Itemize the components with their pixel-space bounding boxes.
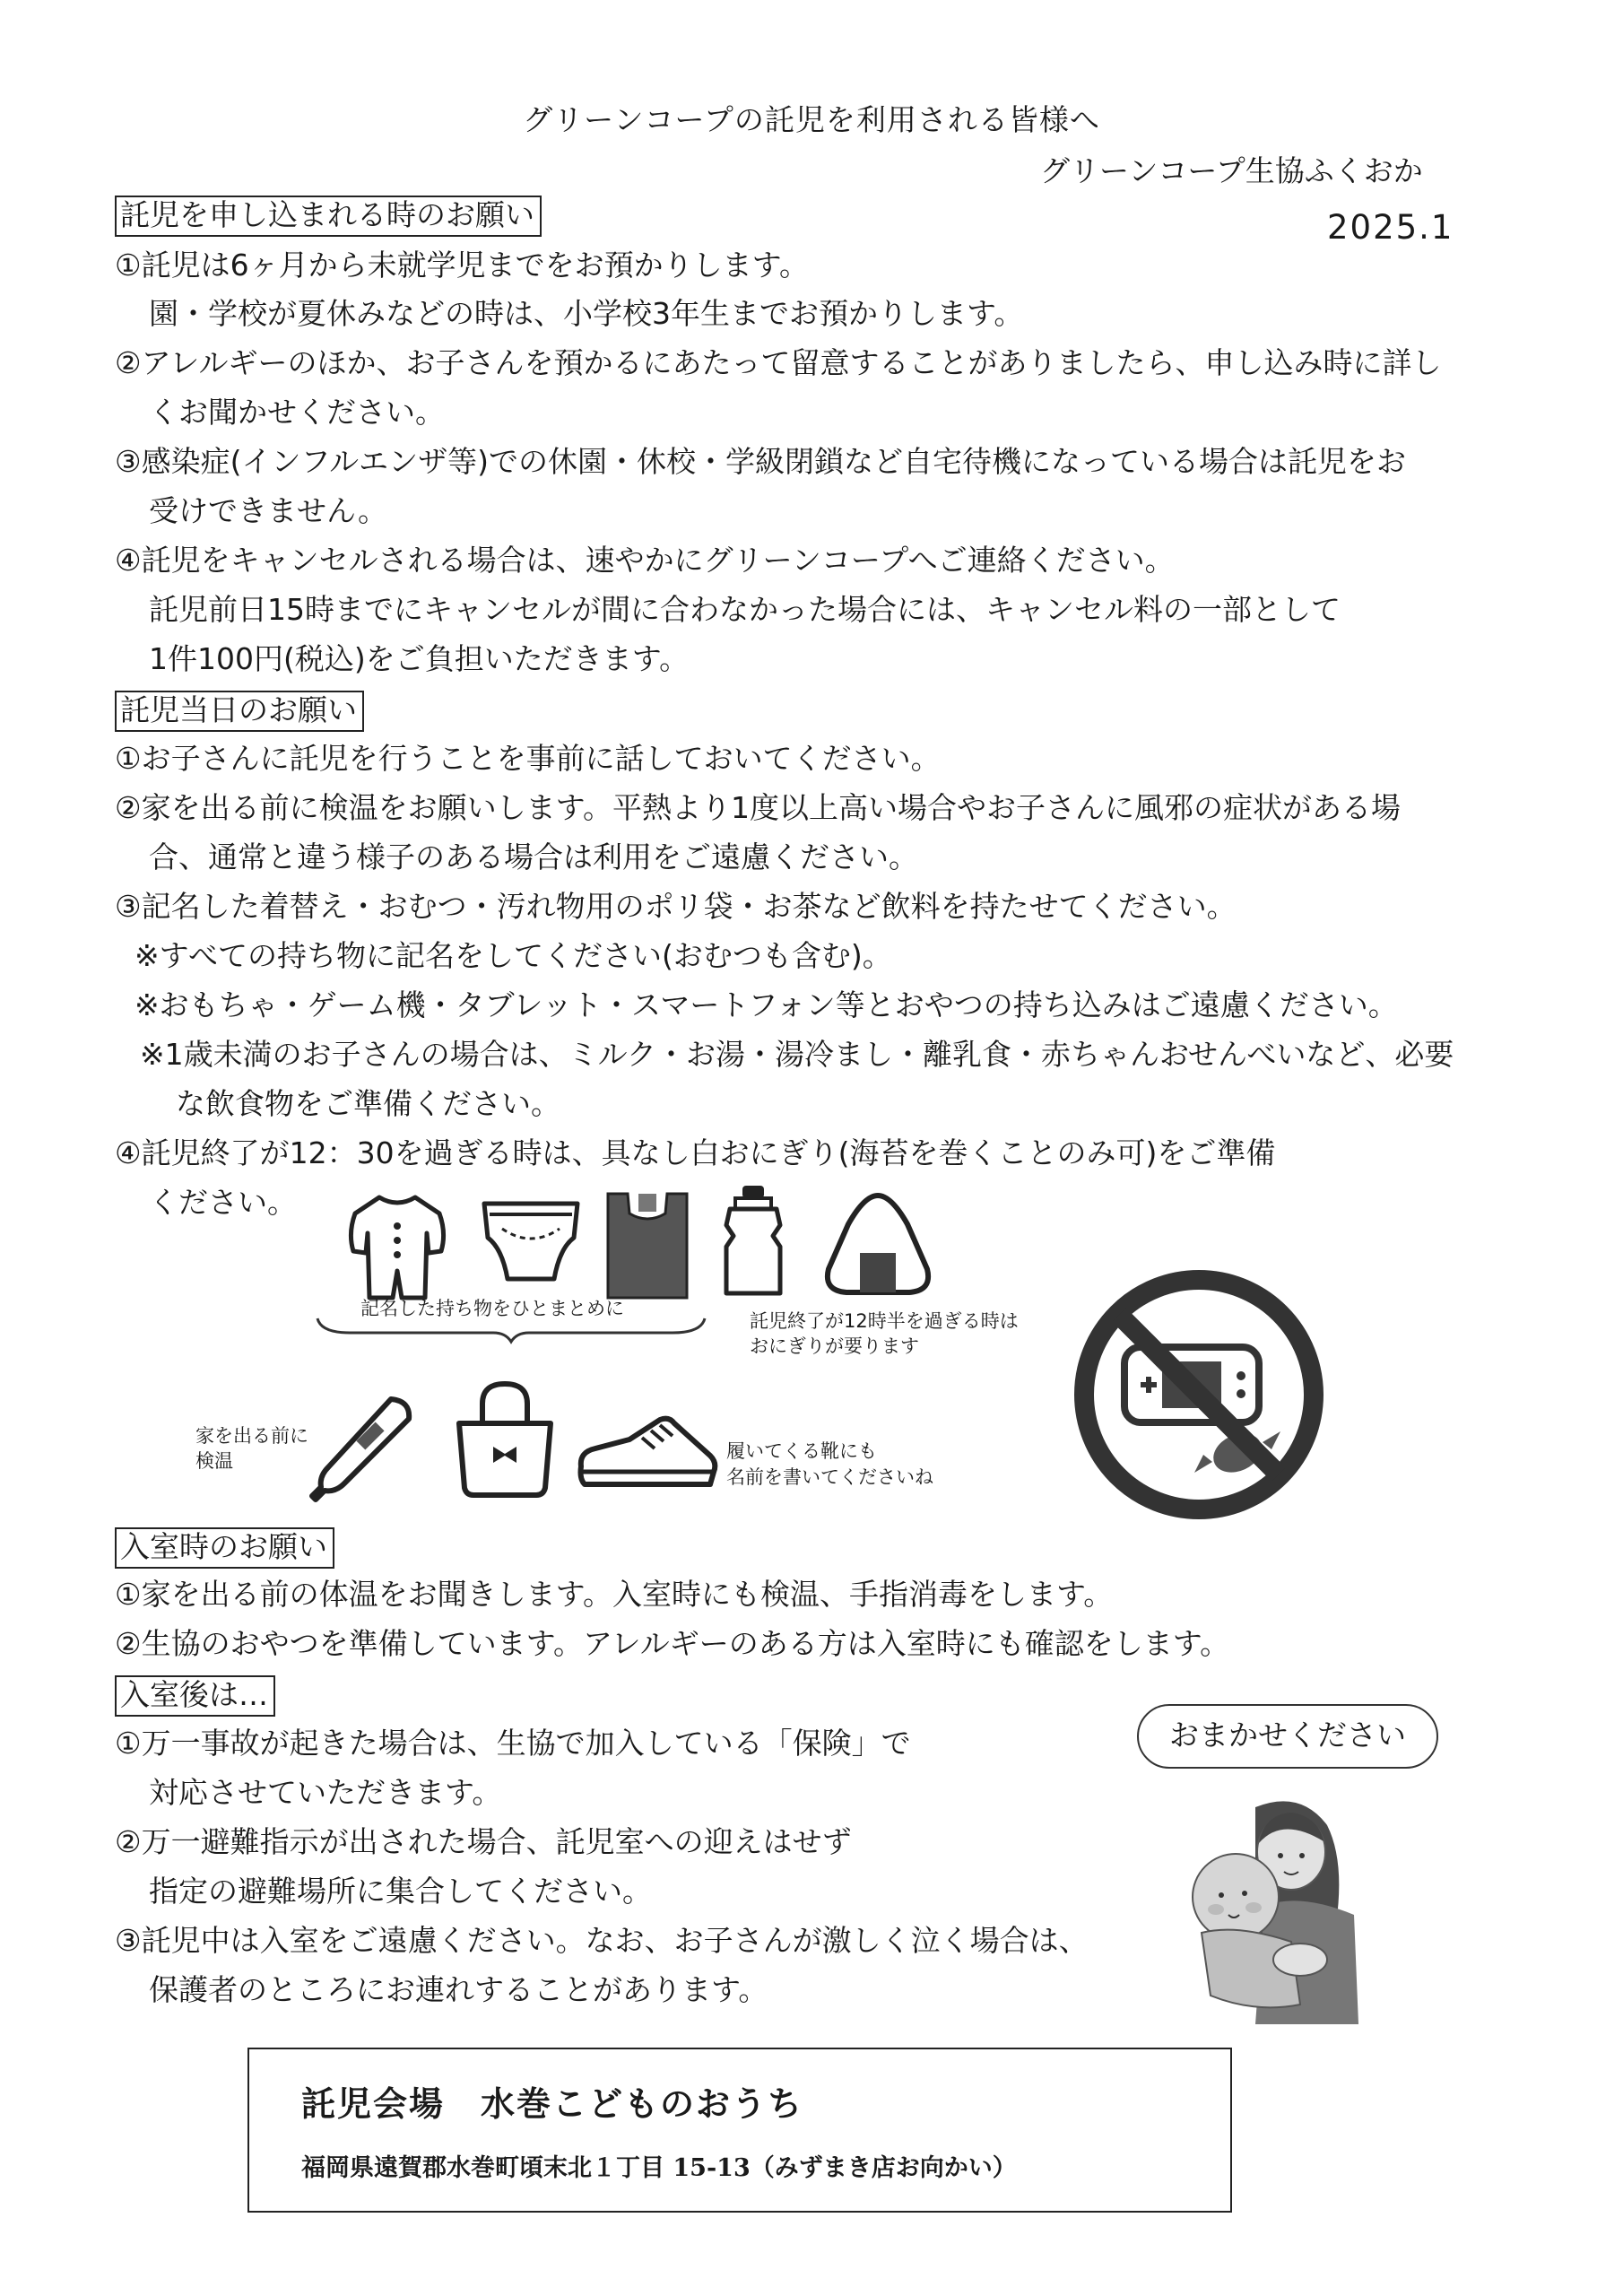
section-heading-entry: 入室時のお願い [115, 1527, 334, 1569]
tote-bag-icon [447, 1377, 563, 1502]
list-item: くお聞かせください。 [149, 395, 445, 430]
list-item: 受けできません。 [149, 493, 387, 528]
list-item: ④託児終了が12：30を過ぎる時は、具なし白おにぎり(海苔を巻くことのみ可)をご準備 [115, 1135, 1276, 1170]
list-item: ②生協のおやつを準備しています。アレルギーのある方は入室時にも確認をします。 [115, 1626, 1230, 1661]
list-item: ②アレルギーのほか、お子さんを預かるにあたって留意することがありましたら、申し込み時に詳し [115, 345, 1442, 380]
list-item: 1件100円(税込)をご負担いただきます。 [149, 641, 690, 676]
caption-shoes: 名前を書いてくださいね [726, 1466, 933, 1488]
venue-box [247, 2048, 1232, 2213]
section-heading-after-entry: 入室後は… [115, 1675, 275, 1717]
speech-bubble: おまかせください [1137, 1704, 1438, 1769]
list-item: ※すべての持ち物に記名をしてください(おむつも含む)。 [135, 938, 892, 973]
venue-title: 託児会場 水巻こどものおうち [301, 2083, 804, 2124]
water-bottle-icon [708, 1180, 798, 1301]
list-item: 合、通常と違う様子のある場合は利用をご遠慮ください。 [149, 839, 918, 874]
list-item: な飲食物をご準備ください。 [176, 1086, 560, 1121]
section-heading-day-of: 託児当日のお願い [115, 691, 364, 732]
list-item: ①お子さんに託児を行うことを事前に話しておいてください。 [115, 741, 941, 776]
section-heading-application: 託児を申し込まれる時のお願い [115, 196, 542, 237]
list-item: 託児前日15時までにキャンセルが間に合わなかった場合には、キャンセル料の一部として [149, 592, 1341, 627]
mother-baby-illustration [1166, 1789, 1399, 2031]
list-item: ください。 [149, 1185, 297, 1220]
list-item: 対応させていただきます。 [149, 1775, 502, 1810]
list-item: ③感染症(インフルエンザ等)での休園・休校・学級閉鎖など自宅待機になっている場合は託児をお [115, 444, 1407, 479]
list-item: ※1歳未満のお子さんの場合は、ミルク・お湯・湯冷まし・離乳食・赤ちゃんおせんべいなど、必要 [140, 1037, 1454, 1072]
thermometer-icon [305, 1390, 421, 1507]
list-item: ①家を出る前の体温をお聞きします。入室時にも検温、手指消毒をします。 [115, 1577, 1114, 1612]
list-item: 園・学校が夏休みなどの時は、小学校3年生までお預かりします。 [149, 296, 1024, 331]
list-item: ①託児は6ヶ月から未就学児までをお預かりします。 [115, 248, 809, 283]
no-games-snacks-icon [1069, 1265, 1329, 1525]
list-item: ①万一事故が起きた場合は、生協で加入している「保険」で [115, 1726, 911, 1761]
caption-temperature: 家を出る前に [195, 1425, 308, 1447]
onigiri-icon [820, 1188, 936, 1300]
list-item: ②家を出る前に検温をお願いします。平熱より1度以上高い場合やお子さんに風邪の症状がある場 [115, 790, 1401, 825]
caption-onigiri: 託児終了が12時半を過ぎる時は [750, 1310, 1019, 1332]
issue-date: 2025.1 [1327, 208, 1454, 247]
caption-temperature: 検温 [195, 1450, 233, 1472]
list-item: ③託児中は入室をご遠慮ください。なお、お子さんが激しく泣く場合は、 [115, 1923, 1089, 1958]
list-item: 指定の避難場所に集合してください。 [149, 1874, 652, 1909]
caption-belongings: 記名した持ち物をひとまとめに [360, 1298, 624, 1319]
diaper-icon [477, 1193, 585, 1292]
caption-onigiri: おにぎりが要ります [750, 1335, 919, 1357]
list-item: ③記名した着替え・おむつ・汚れ物用のポリ袋・お茶など飲料を持たせてください。 [115, 889, 1237, 924]
document-title: グリーンコープの託児を利用される皆様へ [523, 102, 1100, 137]
organization-name: グリーンコープ生協ふくおか [1040, 153, 1423, 188]
list-item: ※おもちゃ・ゲーム機・タブレット・スマートフォン等とおやつの持ち込みはご遠慮ください。 [135, 987, 1398, 1022]
list-item: ④託児をキャンセルされる場合は、速やかにグリーンコープへご連絡ください。 [115, 543, 1175, 578]
list-item: ②万一避難指示が出された場合、託児室への迎えはせず [115, 1824, 852, 1859]
plastic-bag-icon [603, 1188, 692, 1300]
sneaker-icon [576, 1413, 719, 1493]
venue-address: 福岡県遠賀郡水巻町頃末北１丁目 15-13（みずまき店お向かい） [301, 2154, 1017, 2182]
caption-shoes: 履いてくる靴にも [726, 1440, 877, 1462]
baby-clothes-icon [339, 1188, 456, 1305]
list-item: 保護者のところにお連れすることがあります。 [149, 1972, 768, 2007]
